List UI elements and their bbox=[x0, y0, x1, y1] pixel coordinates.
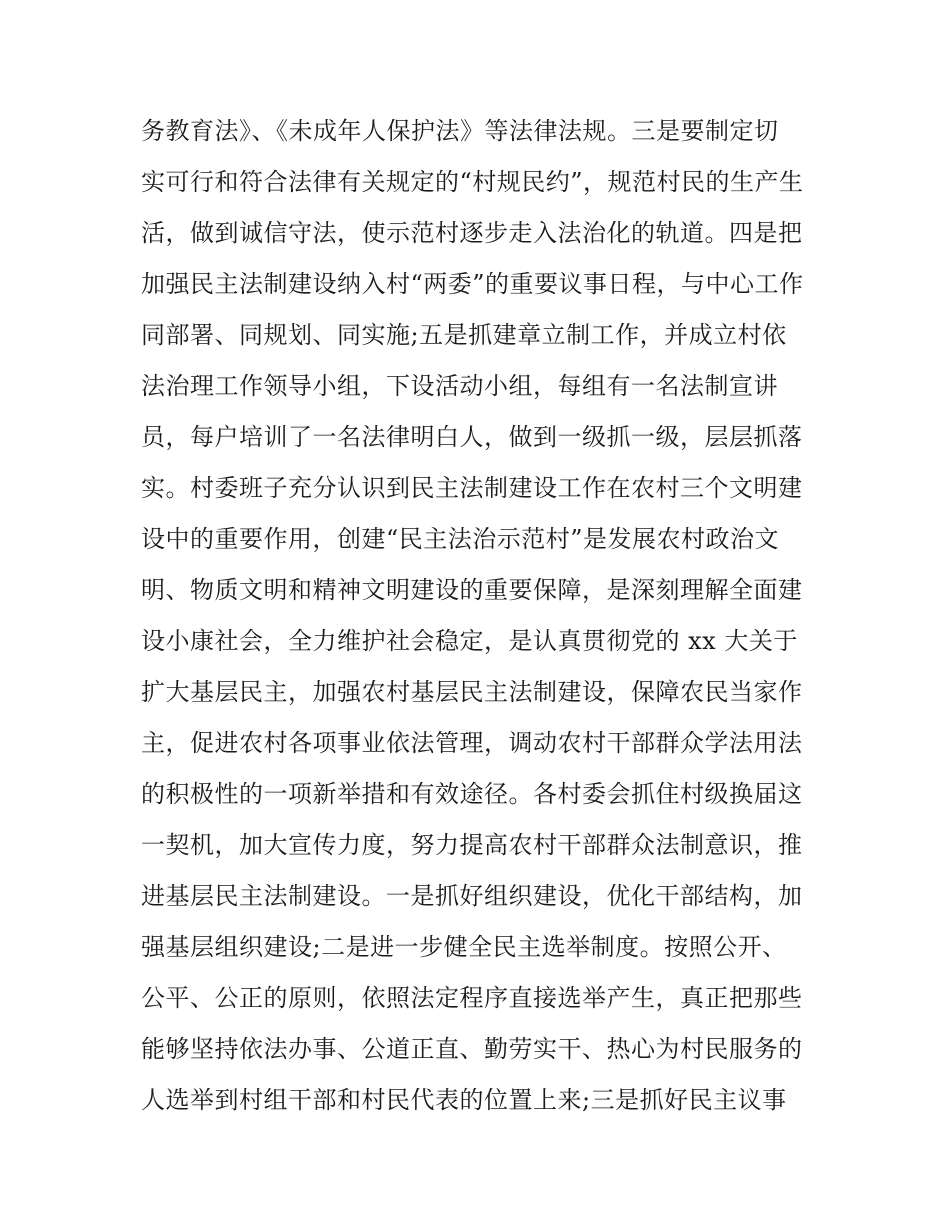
body-text bbox=[141, 106, 821, 1126]
text-line: 进基层民主法制建设。一是抓好组织建设，优化干部结构，加 bbox=[141, 882, 803, 910]
text-line: 主，促进农村各项事业依法管理，调动农村干部群众学法用法 bbox=[141, 729, 803, 757]
text-line: 强基层组织建设;二是进一步健全民主选举制度。按照公开、 bbox=[141, 933, 787, 961]
text-line: 能够坚持依法办事、公道正直、勤劳实干、热心为村民服务的 bbox=[141, 1035, 803, 1063]
text-line: 公平、公正的原则，依照法定程序直接选举产生，真正把那些 bbox=[141, 984, 803, 1012]
text-line: 活，做到诚信守法，使示范村逐步走入法治化的轨道。四是把 bbox=[141, 219, 803, 247]
text-line: 法治理工作领导小组，下设活动小组，每组有一名法制宣讲 bbox=[141, 372, 778, 400]
text-line: 设小康社会，全力维护社会稳定，是认真贯彻党的 xx 大关于 bbox=[141, 627, 798, 655]
text-line: 员，每户培训了一名法律明白人，做到一级抓一级，层层抓落 bbox=[141, 423, 803, 451]
text-line: 同部署、同规划、同实施;五是抓建章立制工作，并成立村依 bbox=[141, 321, 787, 349]
text-line: 一契机，加大宣传力度，努力提高农村干部群众法制意识，推 bbox=[141, 831, 803, 859]
text-line: 明、物质文明和精神文明建设的重要保障，是深刻理解全面建 bbox=[141, 576, 803, 604]
text-line: 实可行和符合法律有关规定的“村规民约”，规范村民的生产生 bbox=[141, 168, 804, 196]
text-line: 扩大基层民主，加强农村基层民主法制建设，保障农民当家作 bbox=[141, 678, 803, 706]
text-line: 设中的重要作用，创建“民主法治示范村”是发展农村政治文 bbox=[141, 525, 780, 553]
text-line: 实。村委班子充分认识到民主法制建设工作在农村三个文明建 bbox=[141, 474, 803, 502]
text-line: 的积极性的一项新举措和有效途径。各村委会抓住村级换届这 bbox=[141, 780, 803, 808]
text-line: 务教育法》、《未成年人保护法》等法律法规。三是要制定切 bbox=[141, 117, 779, 145]
text-line: 人选举到村组干部和村民代表的位置上来;三是抓好民主议事 bbox=[141, 1086, 787, 1114]
text-line: 加强民主法制建设纳入村“两委”的重要议事日程，与中心工作 bbox=[141, 270, 804, 298]
